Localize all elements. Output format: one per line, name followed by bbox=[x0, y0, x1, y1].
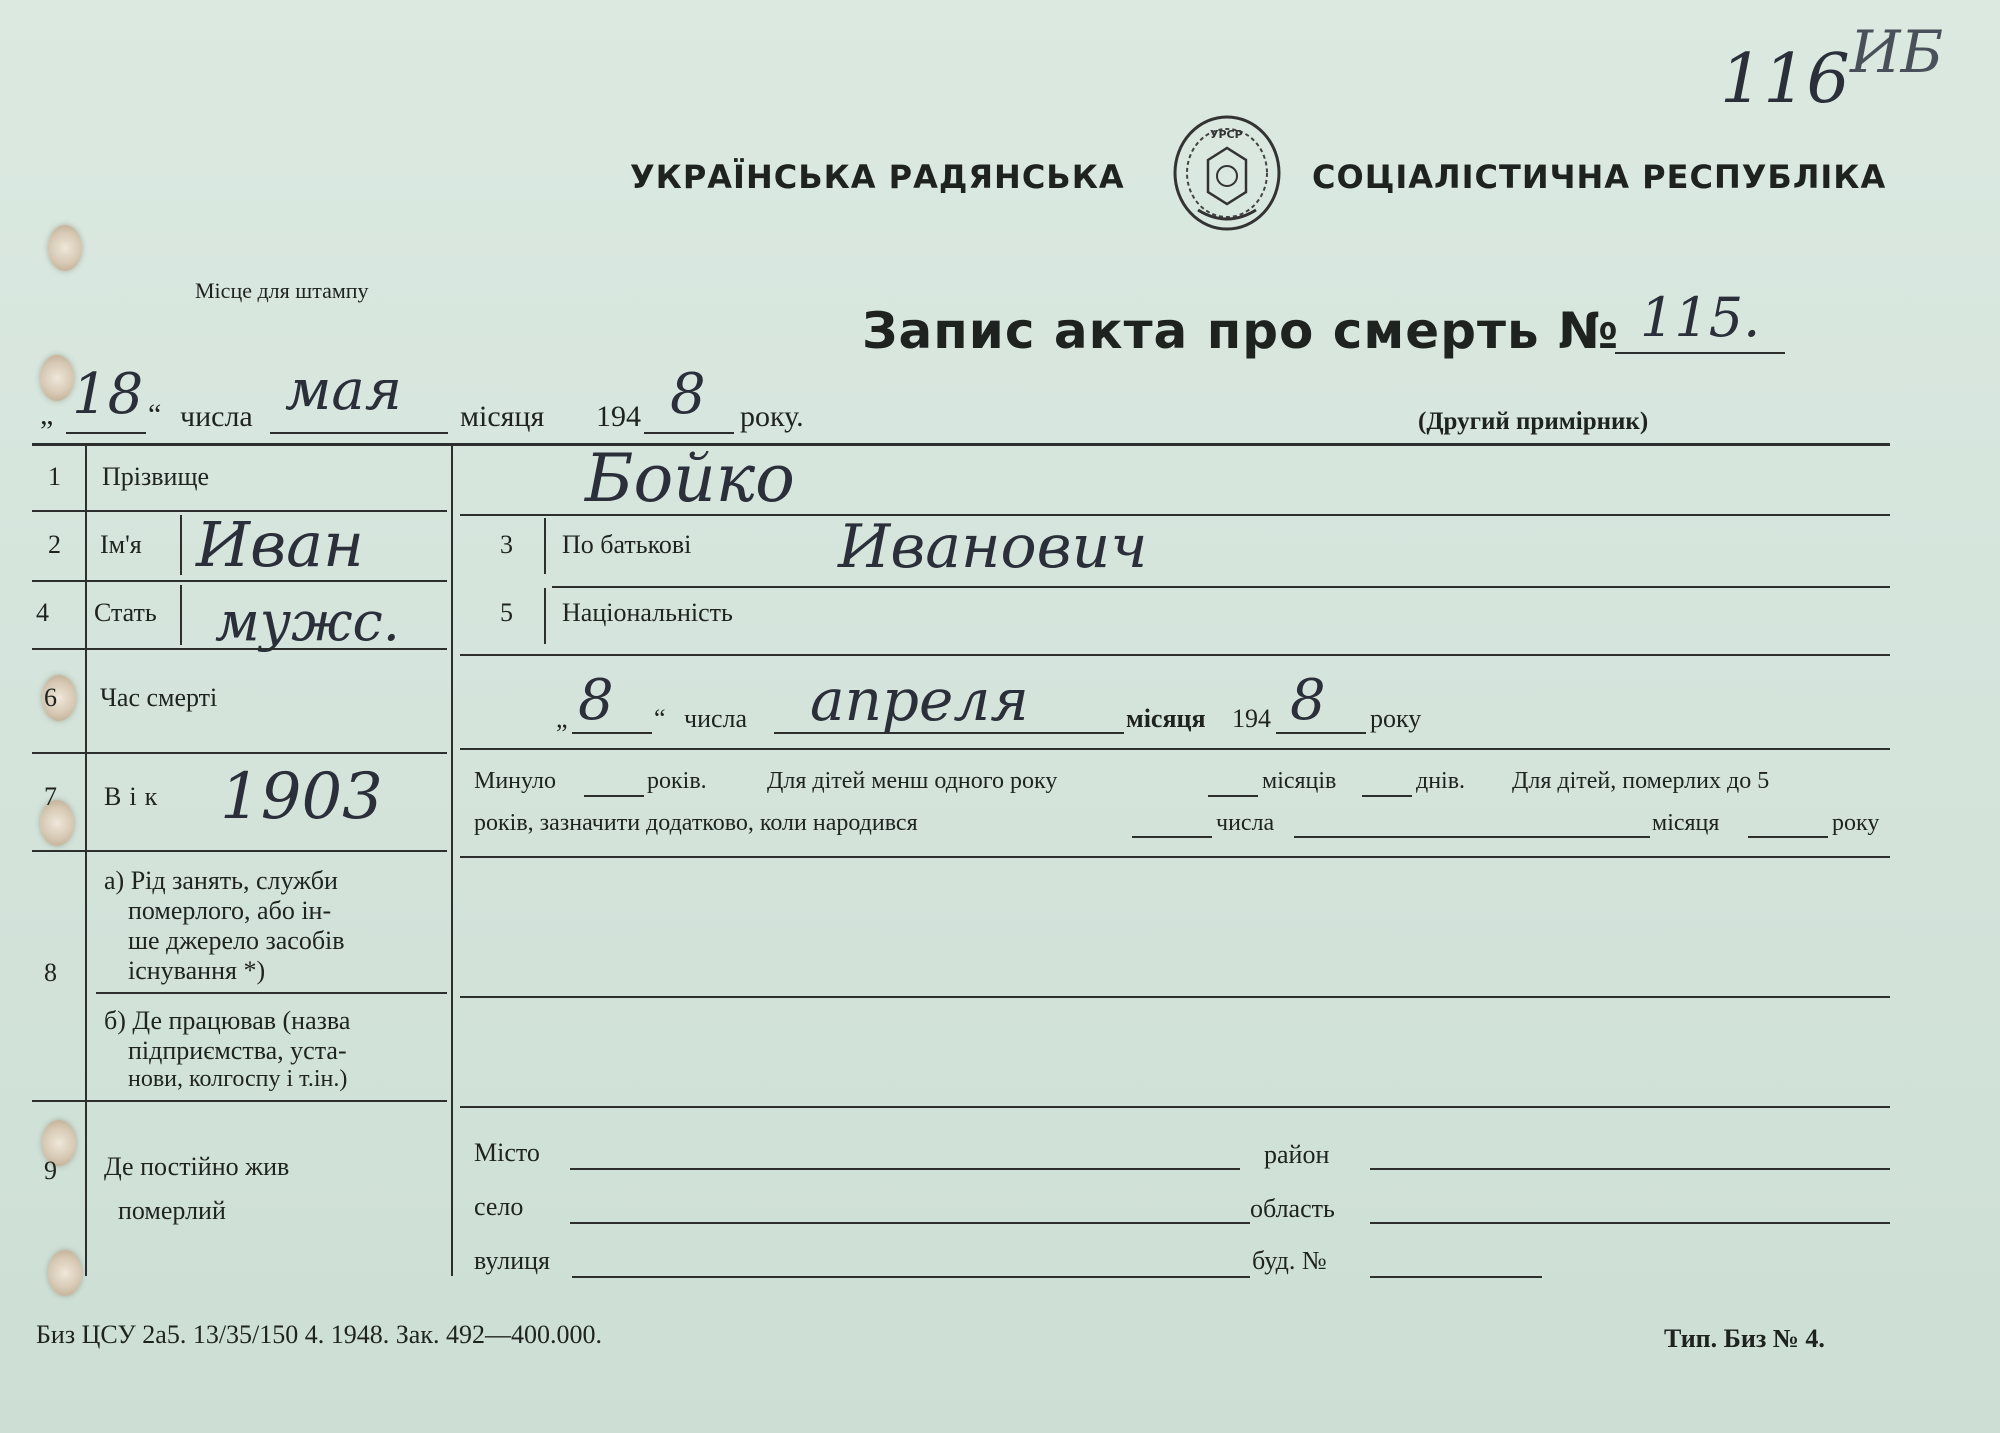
date-day-line bbox=[66, 432, 146, 434]
row-number: 1 bbox=[48, 462, 61, 491]
occupation-label-line: ше джерело засобів bbox=[128, 926, 345, 955]
date-close-quote: “ bbox=[148, 398, 162, 431]
age-text: Для дітей, померлих до 5 bbox=[1512, 768, 1770, 794]
row-rule bbox=[460, 748, 1890, 750]
fill-line bbox=[1370, 1222, 1890, 1224]
workplace-label-line: підприємства, уста- bbox=[128, 1036, 347, 1065]
death-day-label: числа bbox=[684, 704, 748, 733]
cell-divider bbox=[544, 518, 546, 574]
occupation-label-line: померлого, або ін- bbox=[128, 896, 332, 925]
building-label: буд. № bbox=[1252, 1246, 1327, 1275]
fill-line bbox=[1208, 795, 1258, 797]
fill-line bbox=[1370, 1168, 1890, 1170]
region-label: область bbox=[1250, 1194, 1335, 1223]
village-label: село bbox=[474, 1192, 524, 1221]
occupation-label-line: існування *) bbox=[128, 956, 266, 985]
record-number-value: 115. bbox=[1640, 286, 1761, 349]
fill-line bbox=[572, 1276, 1250, 1278]
date-day-value: 18 bbox=[72, 362, 144, 427]
surname-value: Бойко bbox=[585, 440, 795, 517]
death-day-value: 8 bbox=[578, 668, 614, 733]
death-month-value: апреля bbox=[810, 666, 1029, 734]
age-text: років. bbox=[647, 768, 707, 794]
occupation-label-line: а) Рід занять, служби bbox=[104, 866, 338, 895]
binder-hole bbox=[40, 355, 74, 401]
row-number: 9 bbox=[44, 1156, 57, 1185]
fill-line bbox=[1362, 795, 1412, 797]
date-month-value: мая bbox=[285, 358, 402, 423]
age-text: числа bbox=[1216, 810, 1275, 836]
country-name-right: СОЦІАЛІСТИЧНА РЕСПУБЛІКА bbox=[1312, 158, 1887, 196]
fill-line bbox=[570, 1168, 1240, 1170]
cell-divider bbox=[544, 588, 546, 644]
date-month-label: місяця bbox=[460, 400, 545, 433]
row-label-patronymic: По батькові bbox=[562, 530, 692, 559]
fill-line bbox=[584, 795, 644, 797]
death-year-digit: 8 bbox=[1290, 668, 1326, 733]
row-number: 4 bbox=[36, 598, 49, 627]
date-year-prefix: 194 bbox=[596, 400, 641, 433]
death-close-quote: “ bbox=[654, 704, 666, 733]
page-number-handwritten: ИБ bbox=[1850, 18, 1944, 86]
binder-hole bbox=[48, 1250, 82, 1296]
row-rule bbox=[96, 992, 447, 994]
row-rule bbox=[460, 996, 1890, 998]
stamp-place-label: Місце для штампу bbox=[195, 278, 369, 303]
country-name-left: УКРАЇНСЬКА РАДЯНСЬКА bbox=[630, 158, 1125, 196]
row-rule bbox=[32, 1100, 447, 1102]
num-col-divider bbox=[85, 446, 87, 1276]
death-month-label: місяця bbox=[1126, 704, 1206, 733]
row-label-surname: Прізвище bbox=[102, 462, 210, 491]
patronymic-value: Иванович bbox=[838, 512, 1148, 582]
cell-divider bbox=[180, 515, 182, 575]
row-label-first-name: Ім'я bbox=[100, 530, 142, 559]
date-year-line bbox=[644, 432, 734, 434]
fill-line bbox=[1132, 836, 1212, 838]
binder-hole bbox=[48, 225, 82, 271]
date-open-quote: „ bbox=[40, 398, 54, 431]
age-text: місяця bbox=[1652, 810, 1720, 836]
fill-line bbox=[1294, 836, 1650, 838]
date-month-line bbox=[270, 432, 448, 434]
row-rule bbox=[460, 1106, 1890, 1108]
workplace-label-line: б) Де працював (назва bbox=[104, 1006, 351, 1035]
age-text: Для дітей менш одного року bbox=[767, 768, 1058, 794]
row-rule bbox=[32, 580, 447, 582]
fill-line bbox=[570, 1222, 1250, 1224]
row-number: 8 bbox=[44, 958, 57, 987]
age-text: місяців bbox=[1262, 768, 1337, 794]
emblem-text: УРСР bbox=[1210, 128, 1243, 141]
copy-note: (Другий примірник) bbox=[1418, 408, 1649, 435]
age-text: Минуло bbox=[474, 768, 556, 794]
page-number-handwritten: 116 bbox=[1720, 40, 1850, 119]
row-rule bbox=[32, 648, 447, 650]
street-label: вулиця bbox=[474, 1246, 551, 1275]
residence-label-line: померлий bbox=[118, 1196, 226, 1225]
row-number: 3 bbox=[500, 530, 513, 559]
row-label-sex: Стать bbox=[94, 598, 157, 627]
death-year-prefix: 194 bbox=[1232, 704, 1271, 733]
row-number: 6 bbox=[44, 683, 57, 712]
row-rule bbox=[552, 586, 1890, 588]
row-rule bbox=[460, 856, 1890, 858]
age-text: років, зазначити додатково, коли народився bbox=[474, 810, 918, 836]
residence-label-line: Де постійно жив bbox=[104, 1152, 290, 1181]
cell-divider bbox=[180, 585, 182, 645]
city-label: Місто bbox=[474, 1138, 540, 1167]
row-rule bbox=[32, 752, 447, 754]
table-divider bbox=[451, 446, 453, 1276]
row-number: 5 bbox=[500, 598, 513, 627]
age-text: року bbox=[1832, 810, 1880, 836]
row-label-nationality: Національність bbox=[562, 598, 733, 627]
date-day-label: числа bbox=[180, 400, 253, 433]
table-top-rule bbox=[32, 443, 1890, 446]
emblem-icon bbox=[1168, 110, 1286, 236]
fill-line bbox=[1748, 836, 1828, 838]
row-rule bbox=[460, 654, 1890, 656]
sex-value: мужс. bbox=[215, 590, 400, 653]
row-rule bbox=[32, 850, 447, 852]
row-label-death-time: Час смерті bbox=[100, 683, 218, 712]
death-year-label: року bbox=[1370, 704, 1422, 733]
death-open-quote: „ bbox=[556, 704, 568, 733]
print-info: Биз ЦСУ 2а5. 13/35/150 4. 1948. Зак. 492—400.000. bbox=[36, 1320, 602, 1349]
workplace-label-line: нови, колгоспу і т.ін.) bbox=[128, 1066, 348, 1092]
row-label-age: Вік bbox=[104, 782, 166, 811]
age-value: 1903 bbox=[220, 760, 383, 834]
date-year-digit: 8 bbox=[670, 362, 706, 427]
row-number: 7 bbox=[44, 782, 57, 811]
fill-line bbox=[1370, 1276, 1542, 1278]
district-label: район bbox=[1264, 1140, 1330, 1169]
date-year-label: року. bbox=[740, 400, 804, 433]
row-number: 2 bbox=[48, 530, 61, 559]
first-name-value: Иван bbox=[196, 508, 364, 581]
print-house: Тип. Биз № 4. bbox=[1664, 1324, 1825, 1353]
record-number-line bbox=[1615, 352, 1785, 354]
page-title: Запис акта про смерть № bbox=[862, 302, 1620, 360]
age-text: днів. bbox=[1416, 768, 1466, 794]
